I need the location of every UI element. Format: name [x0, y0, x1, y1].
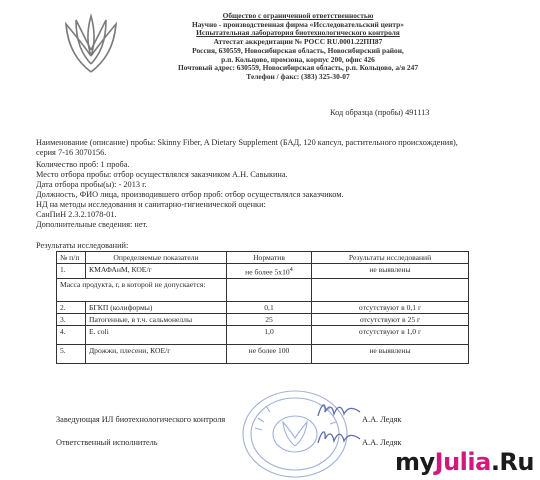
header-cell: Норматив: [227, 252, 312, 264]
head-title: Заведующая ИЛ биотехнологического контроля: [56, 415, 226, 424]
company-logo: [60, 12, 122, 80]
sample-quantity: Количество проб: 1 проба.: [36, 160, 130, 169]
result-value: отсутствуют в 25 г: [312, 313, 469, 325]
letterhead-line: Общество с ограниченной ответственностью: [222, 11, 374, 20]
norm-value: 1,0: [227, 325, 312, 344]
site-watermark: myJulia.Ru: [394, 448, 534, 476]
header-cell: № п/п: [57, 252, 86, 264]
head-signature: [316, 398, 362, 426]
sample-description: Наименование (описание) пробы: Skinny Fiber, A Dietary Supplement (БАД, 120 капсул, растительного происхождения), серия 7-16 3070156.: [36, 138, 458, 157]
result-value: не выявлены: [312, 264, 469, 279]
responsible-title: Ответственный исполнитель: [56, 438, 158, 447]
row-number: 3.: [57, 313, 86, 325]
indicator-name: КМАФАнМ, КОЕ/г: [86, 264, 227, 279]
result-value: не выявлены: [312, 344, 469, 363]
table-row: [57, 313, 469, 325]
norm-value: 0,1: [227, 301, 312, 313]
letterhead-line: Россия, 630559, Новосибирская область, Новосибирский район,: [192, 45, 404, 55]
extra-info: Дополнительные сведения: нет.: [36, 220, 148, 229]
indicator-name: E. coli: [86, 325, 227, 344]
results-title: Результаты исследований:: [36, 241, 129, 250]
result-value: отсутствуют в 0,1 г: [312, 301, 469, 313]
result-value: отсутствуют в 1,0 г: [312, 325, 469, 344]
letterhead-line: Испытательная лаборатория биотехнологического контроля: [196, 28, 400, 38]
sampler-position: Должность, ФИО лица, производившего отбор проб: отбор осуществлялся заказчиком.: [36, 190, 344, 199]
table-row: [57, 325, 469, 344]
table-row: [57, 264, 469, 279]
sampling-date: Дата отбора пробы(ы): - 2013 г.: [36, 180, 147, 189]
letterhead-line: Почтовый адрес: 630559, Новосибирская область, р.п. Кольцово, а/я 247: [177, 63, 419, 73]
letterhead-line: Аттестат аккредитации № РОСС RU.0001.22ПП87: [213, 37, 383, 47]
table-header-row: [57, 252, 469, 264]
table-row: [57, 344, 469, 363]
letterhead: [138, 12, 458, 82]
table-row: [57, 278, 469, 301]
letterhead-line: Телефон / факс: (383) 325-30-07: [246, 71, 350, 81]
responsible-name: А.А. Ледяк: [362, 438, 402, 447]
letterhead-line: Научно - производственная фирма «Исследовательский центр»: [192, 19, 404, 29]
letterhead-line: р.п. Кольцово, промзона, корпус 200, офис 426: [221, 54, 375, 64]
head-name: А.А. Ледяк: [362, 415, 402, 424]
results-table: [56, 251, 469, 364]
mass-label: Масса продукта, г, в которой не допускается:: [57, 278, 227, 301]
sanpin-ref: СанПиН 2.3.2.1078-01.: [36, 210, 117, 219]
responsible-signature: [316, 425, 362, 453]
row-number: 4.: [57, 325, 86, 344]
indicator-name: БГКП (колиформы): [86, 301, 227, 313]
header-cell: Результаты исследований: [312, 252, 469, 264]
table-row: [57, 301, 469, 313]
row-number: 1.: [57, 264, 86, 279]
norm-value: 25: [227, 313, 312, 325]
row-number: 2.: [57, 301, 86, 313]
norm-value: не более 100: [227, 344, 312, 363]
row-number: 5.: [57, 344, 86, 363]
test-methods: НД на методы исследования и санитарно-гигиенической оценки:: [36, 200, 266, 209]
norm-value: не более $5x10^4$: [227, 264, 312, 279]
sampling-place: Место отбора пробы: отбор осуществлялся заказчиком А.Н. Савыкина.: [36, 170, 288, 179]
indicator-name: Дрожжи, плесени, КОЕ/г: [86, 344, 227, 363]
header-cell: Определяемые показатели: [86, 252, 227, 264]
sample-code: Код образца (пробы) 491113: [330, 108, 430, 117]
indicator-name: Патогенные, в т.ч. сальмонеллы: [86, 313, 227, 325]
